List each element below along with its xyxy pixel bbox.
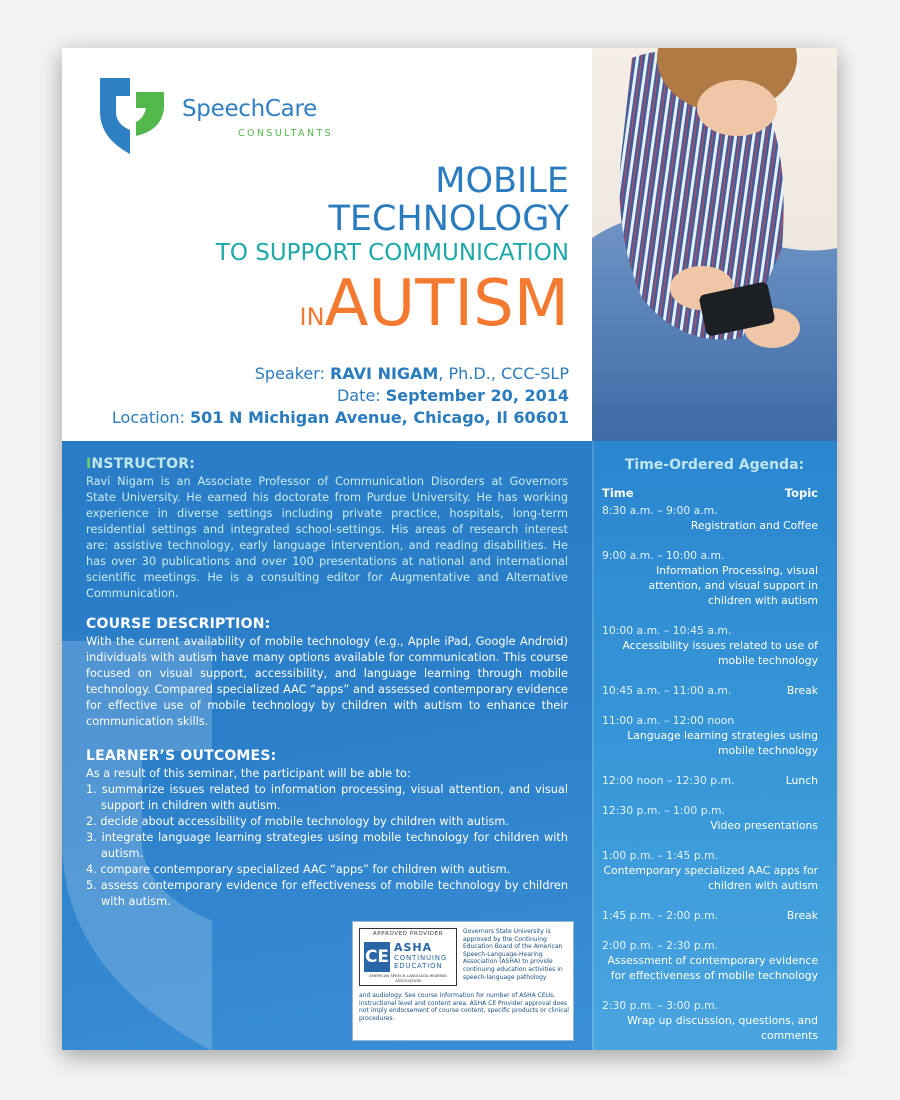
outcomes-section — [86, 748, 568, 910]
agenda-topic: Assessment of contemporary evidence for effectiveness of mobile technology — [607, 954, 818, 982]
title-line-2: TECHNOLOGY — [328, 199, 569, 239]
event-title — [216, 162, 569, 356]
speaker-name: RAVI NIGAM — [330, 364, 439, 383]
asha-continuing: CONTINUING — [394, 954, 448, 962]
agenda-topic: Wrap up discussion, questions, and comments — [627, 1014, 818, 1042]
logo-mark-icon — [96, 72, 176, 162]
agenda-time: 8:30 a.m. – 9:00 a.m. — [602, 504, 718, 517]
agenda-time: 2:00 p.m. – 2:30 p.m. — [602, 939, 719, 952]
agenda-time: 10:00 a.m. – 10:45 a.m. — [602, 624, 732, 637]
instructor-section — [86, 456, 568, 602]
agenda-topic: Registration and Coffee — [690, 519, 818, 532]
agenda-topic: Video presentations — [710, 819, 818, 832]
agenda-list — [602, 503, 818, 1050]
agenda-time: 12:00 noon – 12:30 p.m. — [602, 774, 735, 787]
agenda-time: 1:00 p.m. – 1:45 p.m. — [602, 849, 719, 862]
asha-approved-label: APPROVED PROVIDER — [372, 931, 444, 937]
agenda-item — [602, 683, 818, 698]
agenda-col-time: Time — [602, 486, 634, 500]
title-line-1: MOBILE — [435, 161, 569, 201]
speaker-row — [112, 363, 569, 385]
agenda-item — [602, 773, 818, 788]
list-item: 2. decide about accessibility of mobile technology by children with autism. — [86, 815, 509, 828]
asha-ce-logo — [359, 928, 457, 986]
instructor-heading-initial: I — [86, 456, 92, 472]
agenda-time: 10:45 a.m. – 11:00 a.m. — [602, 684, 732, 697]
brand-name: SpeechCare — [182, 96, 317, 122]
course-section — [86, 616, 568, 730]
brand-subtitle: CONSULTANTS — [238, 128, 334, 139]
speaker-credentials: , Ph.D., CCC-SLP — [438, 364, 569, 383]
agenda-col-topic: Topic — [784, 486, 818, 500]
course-heading: COURSE DESCRIPTION: — [86, 616, 271, 632]
asha-approval-box — [352, 921, 574, 1041]
agenda-title: Time-Ordered Agenda: — [624, 457, 805, 473]
instructor-heading — [86, 456, 568, 472]
date-label: Date: — [337, 386, 381, 405]
location-row — [112, 407, 569, 429]
agenda-topic: Lunch — [785, 774, 818, 787]
outcomes-heading: LEARNER’S OUTCOMES: — [86, 748, 277, 764]
speechcare-logo — [96, 72, 356, 162]
agenda-time: 1:45 p.m. – 2:00 p.m. — [602, 909, 719, 922]
agenda-time: 9:00 a.m. – 10:00 a.m. — [602, 549, 725, 562]
agenda-topic: Language learning strategies using mobile technology — [627, 729, 818, 757]
agenda-item — [602, 623, 818, 668]
child-with-phone-photo — [592, 48, 837, 441]
asha-statement-1: Governors State University is approved by the Continuing Education Board of the American Speech-Language-Hearing Association (ASHA) to provide continuing education activities in speech-language pathology — [463, 928, 563, 981]
list-item: 5. assess contemporary evidence for effectiveness of mobile technology by children with autism. — [86, 879, 568, 908]
asha-ce-words — [394, 954, 447, 970]
agenda-topic: Accessibility issues related to use of mobile technology — [622, 639, 818, 667]
agenda-topic: Break — [786, 909, 818, 922]
asha-education: EDUCATION — [394, 962, 443, 970]
asha-association: AMERICAN SPEECH-LANGUAGE-HEARING ASSOCIATION — [369, 973, 447, 983]
agenda-topic: Break — [786, 684, 818, 697]
agenda-time: 2:30 p.m. – 3:00 p.m. — [602, 999, 719, 1012]
agenda-time: 12:30 p.m. – 1:00 p.m. — [602, 804, 725, 817]
agenda-item — [602, 713, 818, 758]
asha-ce-mark: CE — [364, 942, 390, 972]
body-content — [62, 441, 592, 1050]
date-row — [112, 385, 569, 407]
list-item: 3. integrate language learning strategies using mobile technology for children with autism. — [86, 831, 568, 860]
title-in: IN — [299, 303, 325, 331]
agenda-topic: Contemporary specialized AAC apps for children with autism — [603, 864, 818, 892]
asha-statement-2: and audiology. See course information for number of ASHA CEUs, instructional level and content area. ASHA CE Provider approval does not imply endorsement of course content, specific products or clinical procedures. — [359, 992, 569, 1022]
agenda-item — [602, 848, 818, 893]
date-value: September 20, 2014 — [385, 386, 569, 405]
agenda-time: 11:00 a.m. – 12:00 noon — [602, 714, 735, 727]
instructor-text: Ravi Nigam is an Associate Professor of Communication Disorders at Governors State University. He earned his doctorate from Purdue University. He has working experience in diverse settings including private practice, hospitals, long-term residential settings and integrated school-settings. His areas of research interest are: assistive technology, early language intervention, and reading disabilities. He has over 30 publications and over 100 presentations at national and international scientific meetings. He is a consulting editor for Augmentative and Alternative Communication. — [86, 475, 568, 600]
outcomes-list — [86, 782, 568, 910]
agenda-item — [602, 938, 818, 983]
agenda-item — [602, 503, 818, 533]
agenda-item — [602, 548, 818, 608]
agenda-topic: Information Processing, visual attention, and visual support in children with autism — [648, 564, 818, 607]
agenda-item — [602, 998, 818, 1043]
course-text: With the current availability of mobile technology (e.g., Apple iPad, Google Android) individuals with autism have many options available for communication. This course focused on visual support, accessibility, and language learning through mobile technology. Compared specialized AAC “apps” and assessed contemporary evidence for effective use of mobile technology by children with autism to enhance their communication skills. — [86, 635, 568, 728]
title-line-4 — [216, 268, 569, 356]
speaker-label: Speaker: — [254, 364, 325, 383]
outcomes-intro: As a result of this seminar, the participant will be able to: — [86, 767, 411, 780]
agenda-header — [602, 486, 818, 500]
location-value: 501 N Michigan Avenue, Chicago, Il 60601 — [190, 408, 569, 427]
list-item: 1. summarize issues related to information processing, visual attention, and visual support in children with autism. — [86, 783, 568, 812]
list-item: 4. compare contemporary specialized AAC “apps” for children with autism. — [86, 863, 511, 876]
event-details — [112, 363, 569, 429]
asha-word: ASHA — [394, 941, 433, 954]
flyer-page — [62, 48, 837, 1050]
instructor-heading-rest: NSTRUCTOR: — [91, 456, 196, 472]
title-autism: AUTISM — [324, 267, 569, 341]
agenda-item — [602, 803, 818, 833]
agenda-item — [602, 908, 818, 923]
title-line-3: TO SUPPORT COMMUNICATION — [215, 240, 569, 266]
column-divider — [592, 441, 594, 1050]
location-label: Location: — [111, 408, 185, 427]
